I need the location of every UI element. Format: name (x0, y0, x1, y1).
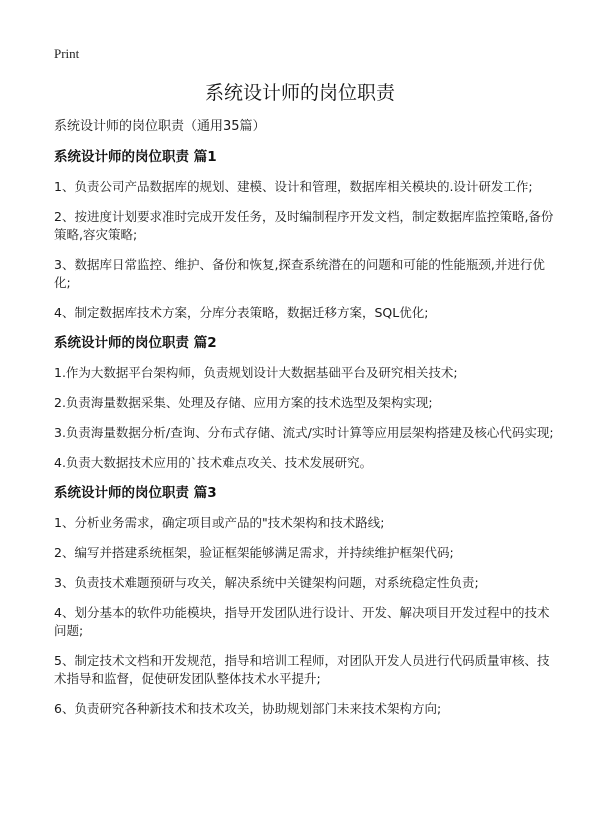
section-heading: 系统设计师的岗位职责 篇3 (54, 485, 217, 501)
list-item: 3、数据库日常监控、维护、备份和恢复,探查系统潜在的问题和可能的性能瓶颈,并进行优化; (54, 257, 545, 290)
print-link[interactable]: Print (54, 46, 80, 61)
list-item: 2、编写并搭建系统框架，验证框架能够满足需求，并持续维护框架代码; (54, 545, 454, 560)
list-item: 4.负责大数据技术应用的`技术难点攻关、技术发展研究。 (54, 455, 373, 470)
document-content (54, 118, 560, 730)
list-item: 4、划分基本的软件功能模块，指导开发团队进行设计、开发、解决项目开发过程中的技术问题; (54, 605, 550, 638)
section-heading: 系统设计师的岗位职责 篇1 (54, 149, 217, 165)
section-heading: 系统设计师的岗位职责 篇2 (54, 335, 217, 351)
list-item: 1.作为大数据平台架构师，负责规划设计大数据基础平台及研究相关技术; (54, 365, 458, 380)
section-3 (54, 484, 560, 718)
section-1 (54, 148, 560, 322)
list-item: 1、分析业务需求，确定项目或产品的"技术架构和技术路线; (54, 515, 385, 530)
section-2 (54, 334, 560, 472)
list-item: 3.负责海量数据分析/查询、分布式存储、流式/实时计算等应用层架构搭建及核心代码实现; (54, 425, 554, 440)
list-item: 1、负责公司产品数据库的规划、建模、设计和管理，数据库相关模块的.设计研发工作; (54, 179, 533, 194)
document-subtitle: 系统设计师的岗位职责（通用35篇） (54, 119, 266, 134)
list-item: 4、制定数据库技术方案，分库分表策略，数据迁移方案，SQL优化; (54, 305, 429, 320)
list-item: 3、负责技术难题预研与攻关，解决系统中关键架构问题，对系统稳定性负责; (54, 575, 479, 590)
list-item: 2.负责海量数据采集、处理及存储、应用方案的技术选型及架构实现; (54, 395, 433, 410)
page-title: 系统设计师的岗位职责 (204, 82, 395, 104)
list-item: 5、制定技术文档和开发规范，指导和培训工程师，对团队开发人员进行代码质量审核、技术指导和监督，促使研发团队整体技术水平提升; (54, 653, 550, 686)
list-item: 6、负责研究各种新技术和技术攻关，协助规划部门未来技术架构方向; (54, 701, 442, 716)
list-item: 2、按进度计划要求准时完成开发任务，及时编制程序开发文档，制定数据库监控策略,备份策略,容灾策略; (54, 209, 554, 242)
